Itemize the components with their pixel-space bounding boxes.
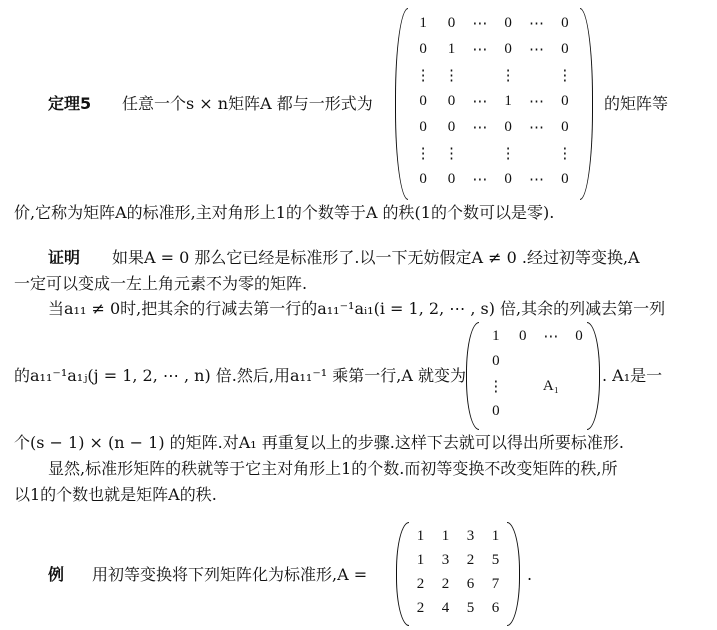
matrix-cell: ⋯ [528, 15, 544, 32]
reduced-matrix [466, 322, 600, 430]
proof-line-6: 显然,标准形矩阵的秩就等于它主对角形上1的个数.而初等变换不改变矩阵的秩,所 [48, 459, 618, 478]
theorem-label: 定理5 [48, 94, 92, 113]
matrix-row [478, 399, 588, 424]
matrix-row [409, 36, 579, 62]
matrix-cell: 1 [419, 14, 427, 31]
matrix-cell: ⋯ [472, 93, 488, 110]
matrix-cell: 0 [575, 328, 583, 344]
matrix-cell: 0 [504, 40, 512, 57]
matrix-cell: 0 [504, 170, 512, 187]
matrix-cell: 0 [447, 170, 456, 187]
theorem-tail: 的矩阵等 [604, 94, 669, 113]
matrix-cell [514, 374, 532, 399]
matrix-row [478, 374, 588, 399]
proof-line-3: 当a₁₁ ≠ 0时,把其余的行减去第一行的a₁₁⁻¹aᵢ₁(i = 1, 2, ⋯ , s) 倍,其余的列减去第一列 [48, 299, 666, 318]
matrix-cell: 0 [447, 92, 456, 109]
right-paren [587, 322, 600, 430]
matrix-cell: 0 [561, 14, 569, 31]
matrix-cell: 0 [419, 40, 427, 57]
example-end: . [527, 565, 533, 584]
matrix-cell: ⋯ [528, 41, 544, 58]
example-matrix [396, 522, 520, 626]
proof-line-5: 个(s − 1) × (n − 1) 的矩阵.对A₁ 再重复以上的步骤.这样下去就可以得出所要标准形. [14, 433, 624, 452]
matrix-grid [409, 10, 579, 192]
matrix-cell [532, 399, 570, 424]
matrix-row [478, 324, 588, 349]
matrix-cell: 0 [419, 170, 427, 187]
matrix-cell: ⋯ [472, 15, 488, 32]
matrix-cell: 1 [441, 527, 450, 544]
matrix-cell [466, 140, 494, 166]
matrix-row [409, 166, 579, 192]
matrix-row [409, 10, 579, 36]
matrix-cell: 0 [504, 14, 512, 31]
matrix-cell: ⋯ [472, 119, 488, 136]
matrix-cell: 0 [419, 92, 427, 109]
example-label: 例 [48, 565, 65, 584]
matrix-cell: 1 [416, 527, 425, 544]
matrix-cell: ⋮ [557, 145, 573, 162]
matrix-cell: 1 [504, 92, 512, 109]
matrix-cell: ⋯ [472, 171, 488, 188]
matrix-cell: 0 [419, 118, 427, 135]
theorem-intro: 任意一个s × n矩阵A 都与一形式为 [122, 94, 373, 113]
matrix-cell: 1 [491, 527, 500, 544]
proof-line-4a: 的a₁₁⁻¹a₁ⱼ(j = 1, 2, ⋯ , n) 倍.然后,用a₁₁⁻¹ 乘第一行,A 就变为 [14, 366, 466, 385]
matrix-cell: 0 [504, 118, 512, 135]
matrix-cell [570, 399, 588, 424]
matrix-cell: ⋮ [415, 145, 431, 162]
matrix-cell: 1 [492, 328, 500, 344]
matrix-cell: ⋮ [443, 67, 459, 84]
matrix-cell: 1 [416, 551, 425, 568]
proof-line-7: 以1的个数也就是矩阵A的秩. [14, 485, 217, 504]
right-paren [580, 8, 593, 200]
matrix-cell: 3 [441, 551, 450, 568]
example-text: 用初等变换将下列矩阵化为标准形,A = [92, 565, 368, 584]
matrix-cell: 7 [491, 575, 500, 592]
matrix-row [409, 88, 579, 114]
matrix-cell: 0 [492, 353, 500, 369]
matrix-cell: ⋮ [557, 67, 573, 84]
matrix-cell: ⋯ [528, 93, 544, 110]
matrix-cell: 0 [561, 118, 569, 135]
matrix-cell: 2 [416, 599, 425, 616]
matrix-cell: 0 [447, 118, 456, 135]
matrix-cell: 0 [447, 14, 456, 31]
matrix-cell: ⋮ [500, 67, 516, 84]
right-paren [507, 522, 520, 626]
matrix-cell: ⋯ [543, 329, 559, 345]
matrix-cell: 2 [466, 551, 475, 568]
matrix-row [409, 140, 579, 166]
matrix-cell: 0 [519, 328, 527, 344]
matrix-cell: 0 [561, 40, 569, 57]
matrix-row [408, 548, 508, 572]
matrix-row [409, 114, 579, 140]
left-paren [395, 8, 408, 200]
matrix-row [478, 349, 588, 374]
matrix-cell [514, 399, 532, 424]
matrix-row [408, 524, 508, 548]
matrix-cell: ⋮ [500, 145, 516, 162]
matrix-cell: ⋯ [528, 119, 544, 136]
matrix-row [408, 572, 508, 596]
proof-label: 证明 [48, 248, 81, 267]
theorem-continuation: 价,它称为矩阵A的标准形,主对角形上1的个数等于A 的秩(1的个数可以是零). [14, 203, 555, 222]
matrix-cell: 1 [447, 40, 456, 57]
matrix-cell [570, 374, 588, 399]
matrix-cell: 6 [466, 575, 475, 592]
matrix-grid [478, 324, 588, 424]
matrix-cell: 5 [491, 551, 500, 568]
matrix-cell: ⋯ [472, 41, 488, 58]
matrix-cell [514, 349, 532, 374]
matrix-cell: 0 [492, 403, 500, 419]
matrix-cell: 3 [466, 527, 475, 544]
matrix-cell [522, 62, 550, 88]
matrix-cell: ⋮ [488, 379, 504, 395]
proof-line-2: 一定可以变成一左上角元素不为零的矩阵. [14, 274, 308, 293]
matrix-cell: A₁ [542, 378, 559, 394]
matrix-cell: 6 [491, 599, 500, 616]
matrix-cell: 2 [416, 575, 425, 592]
matrix-cell [466, 62, 494, 88]
proof-line-4b: . A₁是一 [602, 366, 663, 385]
matrix-cell: 0 [561, 92, 569, 109]
matrix-cell: 4 [441, 599, 450, 616]
matrix-row [409, 62, 579, 88]
matrix-cell: 0 [561, 170, 569, 187]
matrix-grid [408, 524, 508, 620]
matrix-cell [532, 349, 570, 374]
matrix-cell: ⋮ [415, 67, 431, 84]
matrix-cell [522, 140, 550, 166]
matrix-cell: ⋮ [443, 145, 459, 162]
matrix-cell: 5 [466, 599, 475, 616]
matrix-row [408, 596, 508, 620]
matrix-cell: 2 [441, 575, 450, 592]
matrix-cell [570, 349, 588, 374]
standard-form-matrix [395, 8, 593, 200]
proof-line-1: 如果A = 0 那么它已经是标准形了.以一下无妨假定A ≠ 0 .经过初等变换,A [112, 248, 640, 267]
matrix-cell: ⋯ [528, 171, 544, 188]
